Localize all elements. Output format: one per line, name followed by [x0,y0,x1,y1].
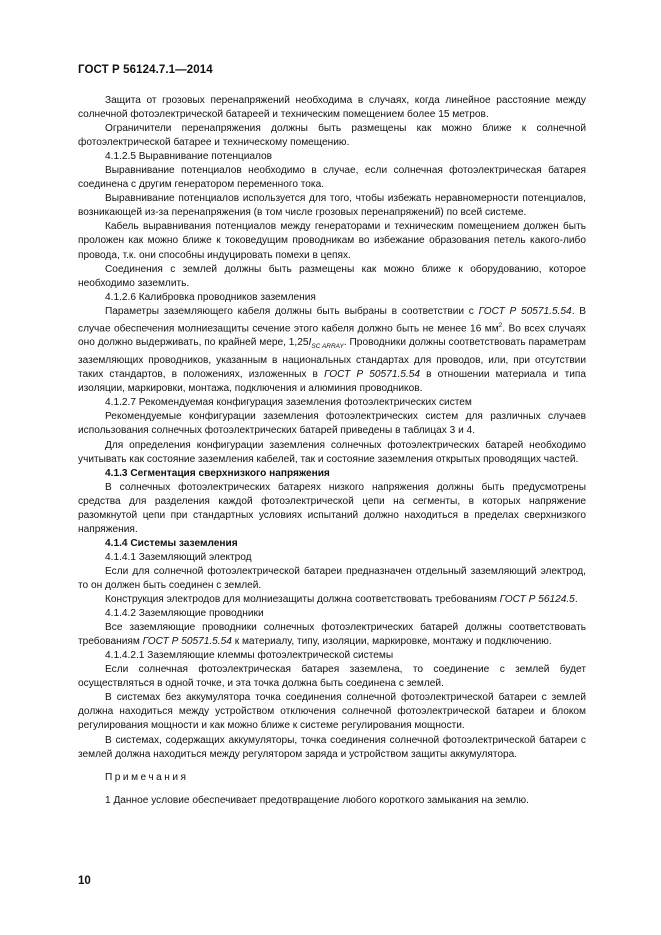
paragraph: В солнечных фотоэлектрических батареях низкого напряжения должны быть предусмотрены средства для разделения каждой фотоэлектрической цепи на сегменты, в которых напряжение разомкнутой цепи при стандартных условиях испытаний должно находиться в пределах сверхнизкого напряжения. [78,481,586,535]
standard-reference: ГОСТ Р 50571.5.54 [324,369,420,381]
section-heading-bold: 4.1.3 Сегментация сверхнизкого напряжения [105,467,330,479]
document-body [78,94,586,808]
paragraph: Для определения конфигурации заземления солнечных фотоэлектрических батарей необходимо учитывать как состояние заземления кабелей, так и состояние заземления открытых проводящих частей. [78,439,586,465]
section-heading: 4.1.2.7 Рекомендуемая конфигурация заземления фотоэлектрических систем [105,397,472,409]
section-heading: 4.1.2.5 Выравнивание потенциалов [105,151,273,163]
paragraph: Кабель выравнивания потенциалов между генераторами и техническим помещением должен быть проложен как можно ближе к токоведущим проводникам во избежание образования петель какого-либо провода, т.к. они способны индуцировать помехи в цепях. [78,221,586,261]
page-number: 10 [78,875,91,887]
standard-reference: ГОСТ Р 50571.5.54 [478,305,572,317]
paragraph: Рекомендуемые конфигурации заземления фотоэлектрических систем для различных случаев использования солнечных фотоэлектрических батарей приведены в таблицах 3 и 4. [78,411,586,437]
section-heading: 4.1.2.6 Калибровка проводников заземления [105,291,316,303]
paragraph-calibration: Параметры заземляющего кабеля должны быть выбраны в соответствии с ГОСТ Р 50571.5.54. В случае обеспечения молниезащиты сечение этого кабеля должно быть не менее 16 $мм^2$. Во всех случаях оно должно выдерживать, по крайней мере, $1,25I_{SC ARRAY}$. Проводники должны соответствовать параметрам заземляющих проводников, указанным в национальных стандартах для проводов, или, при отсутствии таких стандартов, в положениях, изложенных в ГОСТ Р 50571.5.54 в отношении материала и типа изоляции, маркировки, монтажа, подключения и алюминия проводников. [78,305,586,395]
paragraph: Защита от грозовых перенапряжений необходима в случаях, когда линейное расстояние между солнечной фотоэлектрической батареей и техническим помещением более 15 метров. [78,95,586,121]
paragraph: Соединения с землей должны быть размещены как можно ближе к оборудованию, которое необходимо заземлить. [78,263,586,289]
paragraph: Конструкция электродов для молниезащиты должна соответствовать требованиям ГОСТ Р 56124.5. [105,594,578,606]
paragraph: Ограничители перенапряжения должны быть размещены как можно ближе к солнечной фотоэлектрической батарее и техническому помещению. [78,123,586,149]
standard-reference: ГОСТ Р 56124.5 [499,594,575,606]
paragraph: В системах без аккумулятора точка соединения солнечной фотоэлектрической батареи с землей должна находиться между устройством отключения солнечной фотоэлектрической батареи и блоком регулирования мощности и как можно ближе к системе регулирования мощности. [78,692,586,732]
paragraph: Выравнивание потенциалов необходимо в случае, если солнечная фотоэлектрическая батарея соединена с другим генератором переменного тока. [78,165,586,191]
section-heading: 4.1.4.2 Заземляющие проводники [105,608,264,620]
notes-title: Примечания [105,771,189,783]
paragraph: Если солнечная фотоэлектрическая батарея заземлена, то соединение с землей будет осуществляться в одной точке, и эта точка должна быть соединена с землей. [78,664,586,690]
document-header: ГОСТ Р 56124.7.1—2014 [78,64,213,76]
section-heading: 4.1.4.2.1 Заземляющие клеммы фотоэлектрической системы [105,650,394,662]
note-item: 1 Данное условие обеспечивает предотвращение любого короткого замыкания на землю. [105,794,529,806]
section-heading-bold: 4.1.4 Системы заземления [105,537,238,549]
paragraph: В системах, содержащих аккумуляторы, точка соединения солнечной фотоэлектрической батареи с землей должна находиться между регулятором заряда и устройством защиты аккумулятора. [78,734,586,760]
standard-reference: ГОСТ Р 50571.5.54 [142,636,232,648]
section-heading: 4.1.4.1 Заземляющий электрод [105,551,252,563]
paragraph: Если для солнечной фотоэлектрической батареи предназначен отдельный заземляющий электрод, то он должен быть соединен с землей. [78,565,586,591]
paragraph: Все заземляющие проводники солнечных фотоэлектрических батарей должны соответствовать требованиям ГОСТ Р 50571.5.54 к материалу, типу, изоляции, маркировке, монтажу и подключению. [78,622,586,648]
paragraph: Выравнивание потенциалов используется для того, чтобы избежать неравномерности потенциалов, возникающей из-за перенапряжения (в том числе грозовых перенапряжений) по всей системе. [78,193,586,219]
